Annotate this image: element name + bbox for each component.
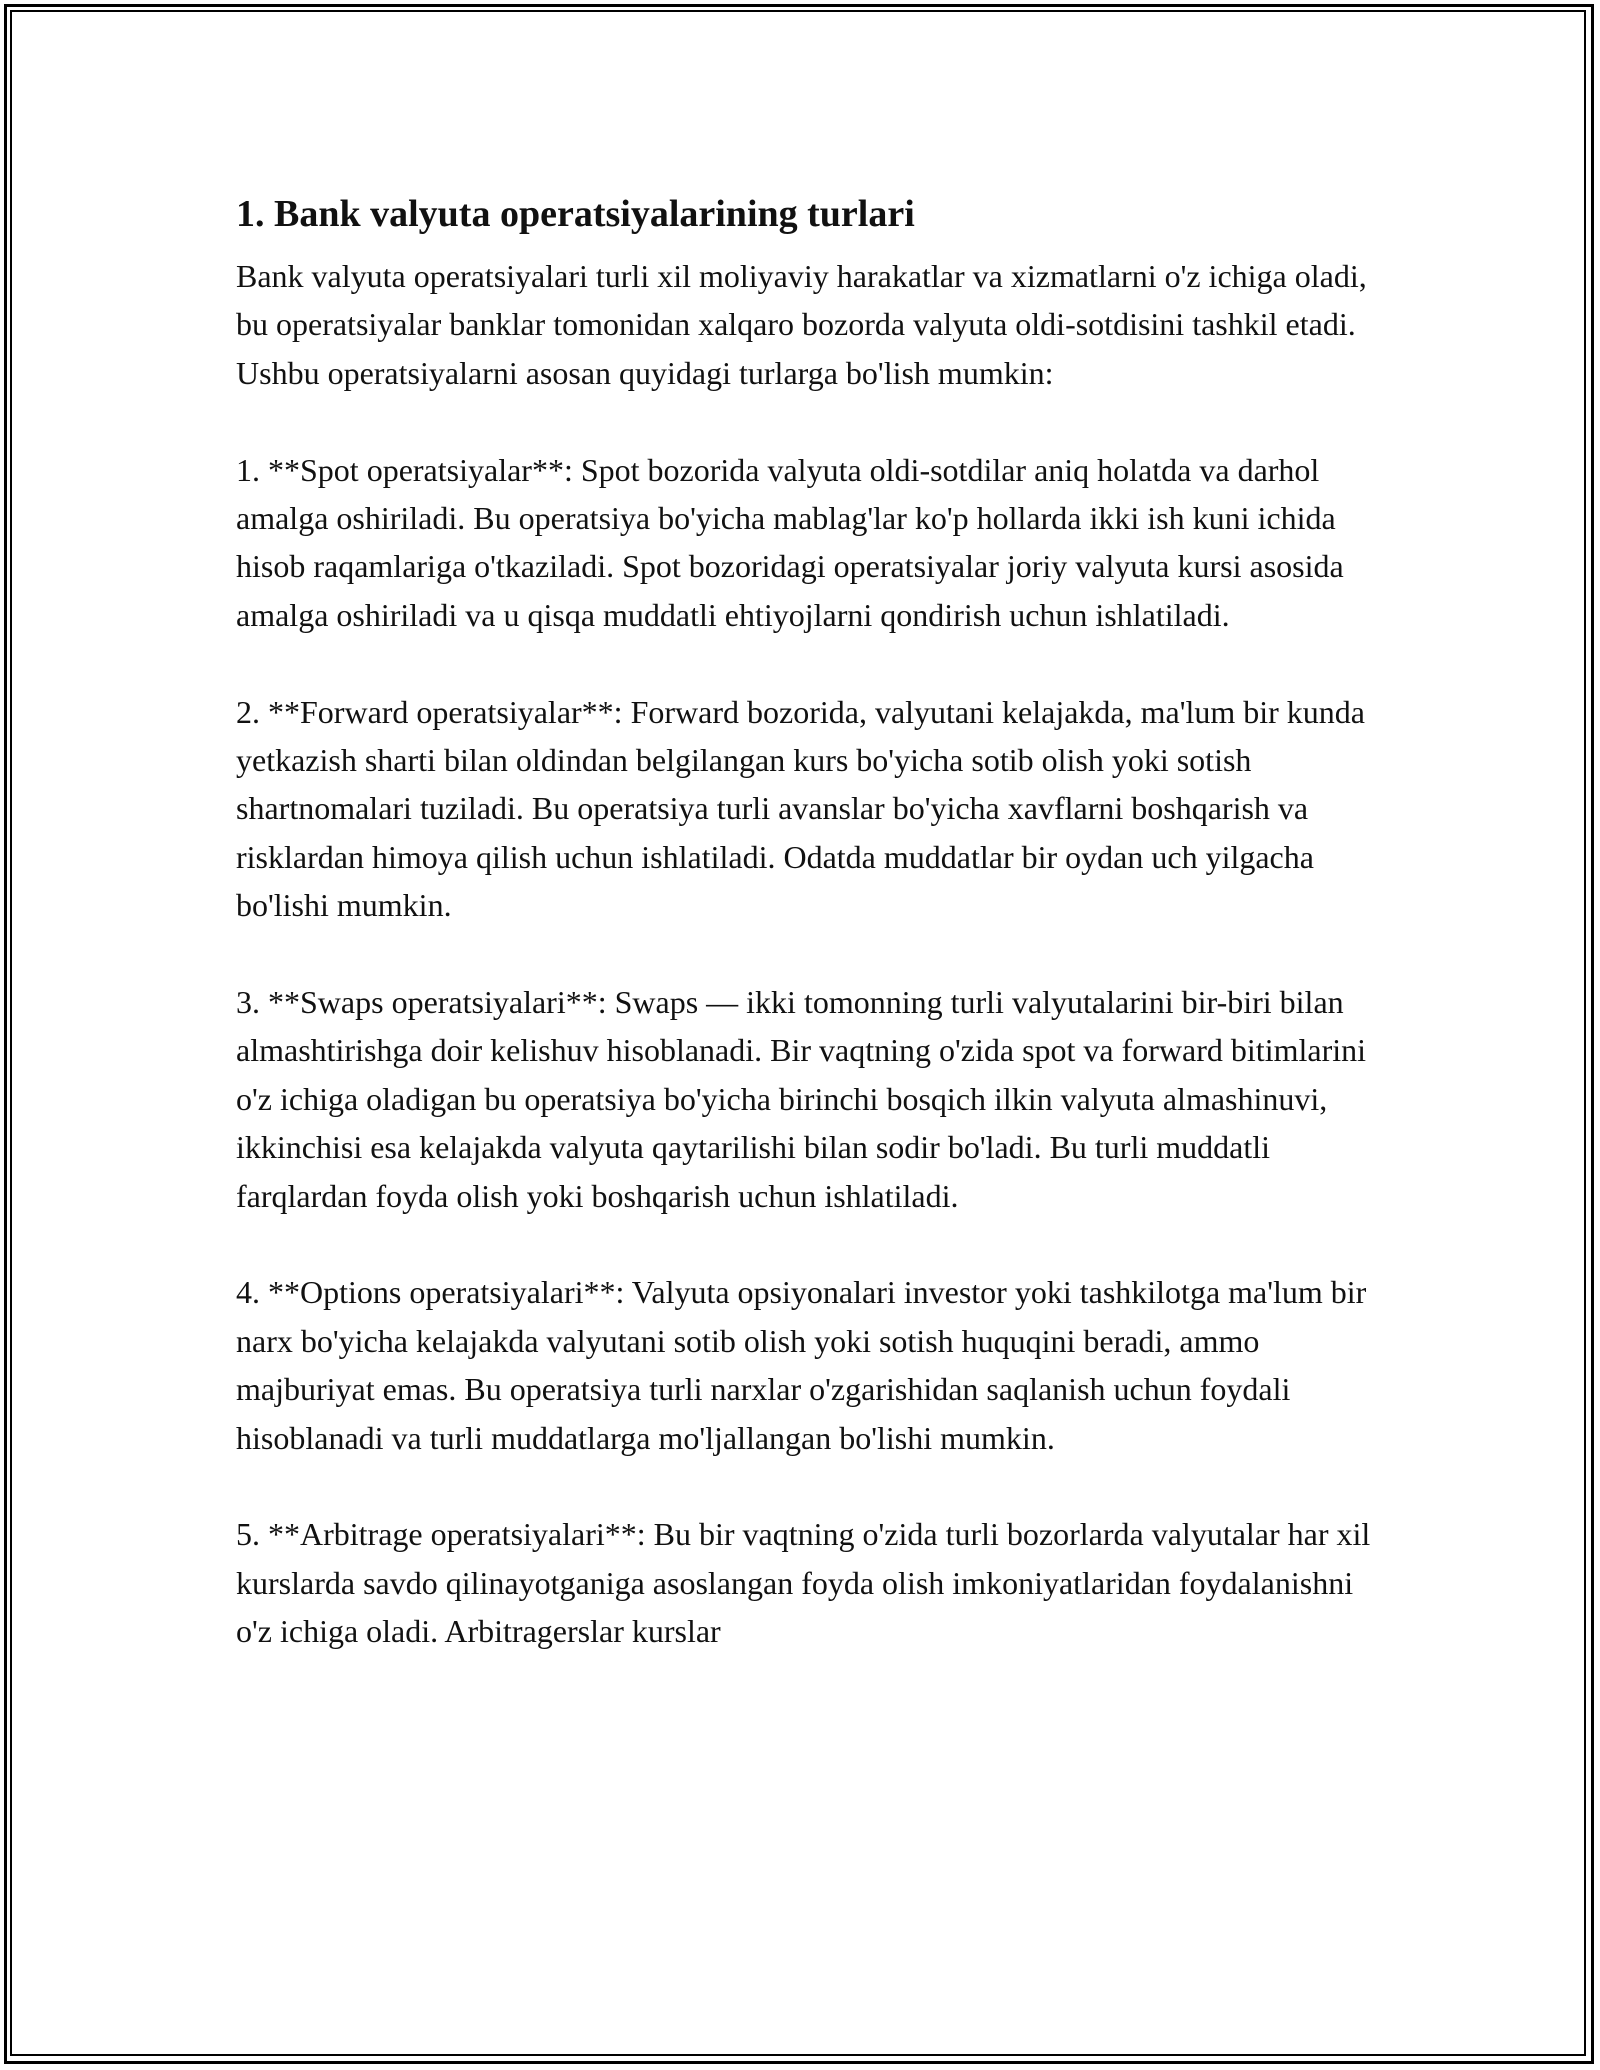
- forward-paragraph: 2. **Forward operatsiyalar**: Forward bozorida, valyutani kelajakda, ma'lum bir kunda yetkazish sharti bilan oldindan belgilangan kurs bo'yicha sotib olish yoki sotish shartnomalari tuziladi. Bu operatsiya turli avanslar bo'yicha xavflarni boshqarish va risklardan himoya qilish uchun ishlatiladi. Odatda muddatlar bir oydan uch yilgacha bo'lishi mumkin.: [236, 693, 1365, 924]
- options-paragraph: 4. **Options operatsiyalari**: Valyuta opsiyonalari investor yoki tashkilotga ma'lum bir narx bo'yicha kelajakda valyutani sotib olish yoki sotish huquqini beradi, ammo majburiyat emas. Bu operatsiya turli narxlar o'zgarishidan saqlanish uchun foydali hisoblanadi va turli muddatlarga mo'ljallangan bo'lishi mumkin.: [236, 1274, 1367, 1456]
- intro-paragraph: Bank valyuta operatsiyalari turli xil moliyaviy harakatlar va xizmatlarni o'z ichiga oladi, bu operatsiyalar banklar tomonidan xalqaro bozorda valyuta oldi-sotdisini tashkil etadi. Ushbu operatsiyalarni asosan quyidagi turlarga bo'lish mumkin:: [236, 258, 1367, 391]
- arbitrage-paragraph: 5. **Arbitrage operatsiyalari**: Bu bir vaqtning o'zida turli bozorlarda valyutalar har xil kurslarda savdo qilinayotganiga asoslangan foyda olish imkoniyatlaridan foydalanishni o'z ichiga oladi. Arbitragerslar kurslar: [236, 1516, 1371, 1650]
- document-body: [236, 188, 1376, 1704]
- swaps-paragraph: 3. **Swaps operatsiyalari**: Swaps — ikki tomonning turli valyutalarini bir-biri bilan almashtirishga doir kelishuv hisoblanadi. Bir vaqtning o'zida spot va forward bitimlarini o'z ichiga oladigan bu operatsiya bo'yicha birinchi bosqich ilkin valyuta almashinuvi, ikkinchisi esa kelajakda valyuta qaytarilishi bilan sodir bo'ladi. Bu turli muddatli farqlardan foyda olish yoki boshqarish uchun ishlatiladi.: [236, 984, 1366, 1214]
- section-heading: 1. Bank valyuta operatsiyalarining turlari: [236, 193, 915, 235]
- spot-paragraph: 1. **Spot operatsiyalar**: Spot bozorida valyuta oldi-sotdilar aniq holatda va darhol amalga oshiriladi. Bu operatsiya bo'yicha mablag'lar ko'p hollarda ikki ish kuni ichida hisob raqamlariga o'tkaziladi. Spot bozoridagi operatsiyalar joriy valyuta kursi asosida amalga oshiriladi va u qisqa muddatli ehtiyojlarni qondirish uchun ishlatiladi.: [236, 451, 1344, 633]
